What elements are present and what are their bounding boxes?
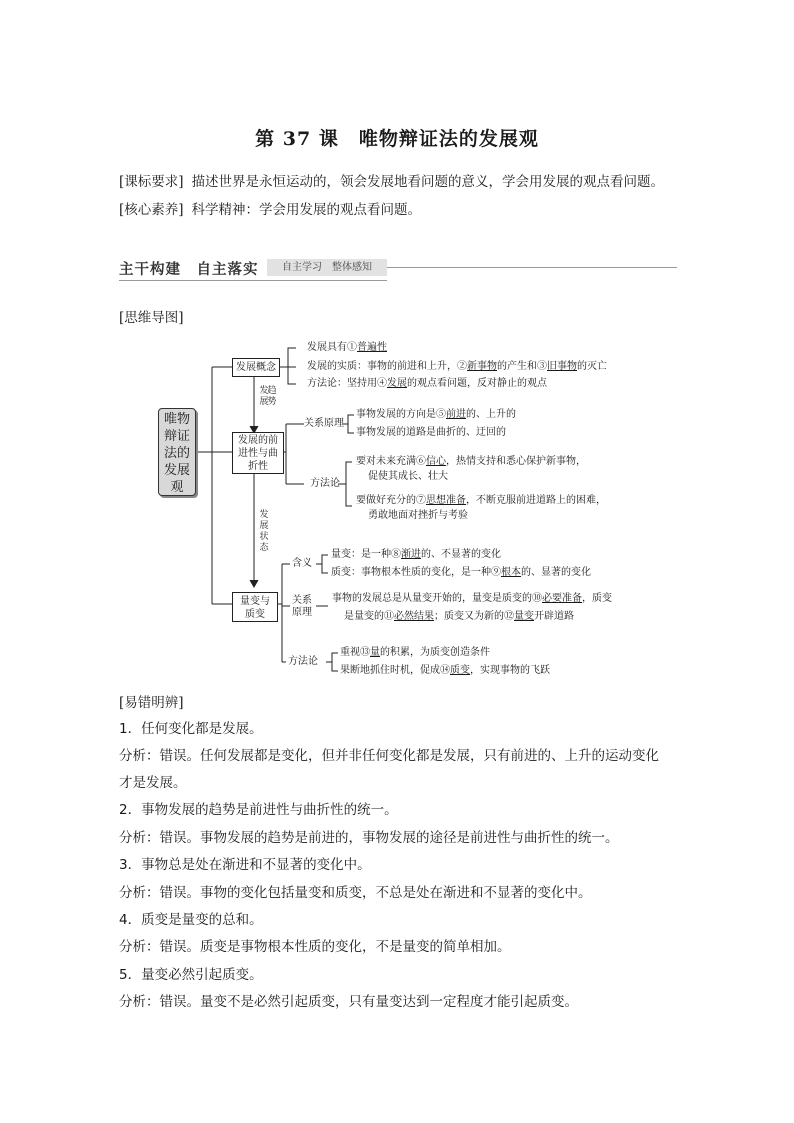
banner-divider — [387, 267, 677, 268]
method-label: 方法论 — [310, 478, 340, 489]
error-analysis-4: 分析：错误。质变是事物根本性质的变化，不是量变的简单相加。 — [119, 939, 511, 955]
error-statement-2: 2．事物发展的趋势是前进性与曲折性的统一。 — [119, 802, 398, 818]
standard-requirement — [119, 173, 664, 191]
relation-label: 关系 原理 — [292, 595, 312, 618]
error-analysis-3: 分析：错误。事物的变化包括量变和质变，不总是处在渐进和不显著的变化中。 — [119, 885, 592, 901]
error-check-label: [易错明辨] — [119, 695, 184, 711]
core-tag: [核心素养] — [119, 202, 184, 218]
section-banner — [119, 258, 677, 280]
error-statement-3: 3．事物总是处在渐进和不显著的变化中。 — [119, 857, 371, 873]
node-quantity-quality: 量变与 质变 — [232, 592, 278, 622]
method-line-1: 要对未来充满⑥信心，热情支持和悉心保护新事物， — [356, 456, 586, 467]
core-text: 科学精神：学会用发展的观点看问题。 — [191, 202, 422, 218]
meaning-line-2: 质变：事物根本性质的变化，是一种⑨根本的、显著的变化 — [331, 567, 591, 578]
arrow-label-trend: 发 展 — [259, 386, 269, 407]
error-analysis-2: 分析：错误。事物发展的趋势是前进的，事物发展的途径是前进性与曲折性的统一。 — [119, 830, 619, 846]
method-line-1b: 促使其成长、壮大 — [368, 471, 448, 482]
method-label-2: 方法论 — [288, 656, 318, 667]
method-line-2b: 勇敢地面对挫折与考验 — [368, 510, 468, 521]
banner-subtitle: 自主学习 整体感知 — [267, 259, 387, 276]
error-statement-1: 1．任何变化都是发展。 — [119, 721, 263, 737]
concept-line-3: 方法论：坚持用④发展的观点看问题，反对静止的观点 — [307, 378, 547, 389]
concept-line-1: 发展具有①普遍性 — [307, 342, 387, 353]
standard-text: 描述世界是永恒运动的，领会发展地看问题的意义，学会用发展的观点看问题。 — [191, 174, 665, 190]
arrow-label-state-2: 状 态 — [259, 532, 269, 553]
banner-underline — [119, 280, 387, 281]
meaning-line-1: 量变：是一种⑧渐进的、不显著的变化 — [331, 549, 501, 560]
relation-line-1: 事物的发展总是从量变开始的，量变是质变的⑩必要准备，质变 — [332, 593, 612, 604]
mindmap-label: [思维导图] — [119, 310, 184, 326]
error-analysis-1-cont: 才是发展。 — [119, 775, 187, 791]
error-statement-5: 5．量变必然引起质变。 — [119, 967, 263, 983]
core-literacy — [119, 201, 421, 219]
error-analysis-5: 分析：错误。量变不是必然引起质变，只有量变达到一定程度才能引起质变。 — [119, 994, 578, 1010]
method3-line-1: 重视⑬量的积累，为质变创造条件 — [340, 647, 490, 658]
arrow-label-trend-2: 趋 势 — [267, 386, 277, 407]
method3-line-2: 果断地抓住时机，促成⑭质变，实现事物的飞跃 — [340, 665, 550, 676]
meaning-label: 含义 — [292, 558, 312, 569]
arrow-label-state: 发 展 — [259, 510, 269, 531]
principle-line-2: 事物发展的道路是曲折的、迂回的 — [356, 427, 506, 438]
mind-map — [150, 334, 640, 679]
mindmap-root: 唯物 辩证 法的 发展 观 — [158, 408, 196, 496]
method-line-2: 要做好充分的⑦思想准备，不断克服前进道路上的困难， — [356, 495, 606, 506]
error-analysis-1: 分析：错误。任何发展都是变化，但并非任何变化都是发展，只有前进的、上升的运动变化 — [119, 748, 659, 764]
error-statement-4: 4．质变是量变的总和。 — [119, 912, 263, 928]
standard-tag: [课标要求] — [119, 174, 184, 190]
principle-line-1: 事物发展的方向是⑤前进的、上升的 — [356, 409, 516, 420]
relation-line-2: 是量变的⑪必然结果；质变又为新的⑫量变开辟道路 — [344, 611, 574, 622]
concept-line-2: 发展的实质：事物的前进和上升，②新事物的产生和③旧事物的灭亡 — [307, 361, 607, 372]
page-title: 第 37 课 唯物辩证法的发展观 — [255, 128, 539, 150]
node-progress-and-twists: 发展的前 进性与曲 折性 — [232, 432, 284, 474]
principle-label: 关系原理 — [304, 418, 344, 429]
banner-title: 主干构建 自主落实 — [119, 262, 259, 278]
node-development-concept: 发展概念 — [232, 358, 280, 377]
